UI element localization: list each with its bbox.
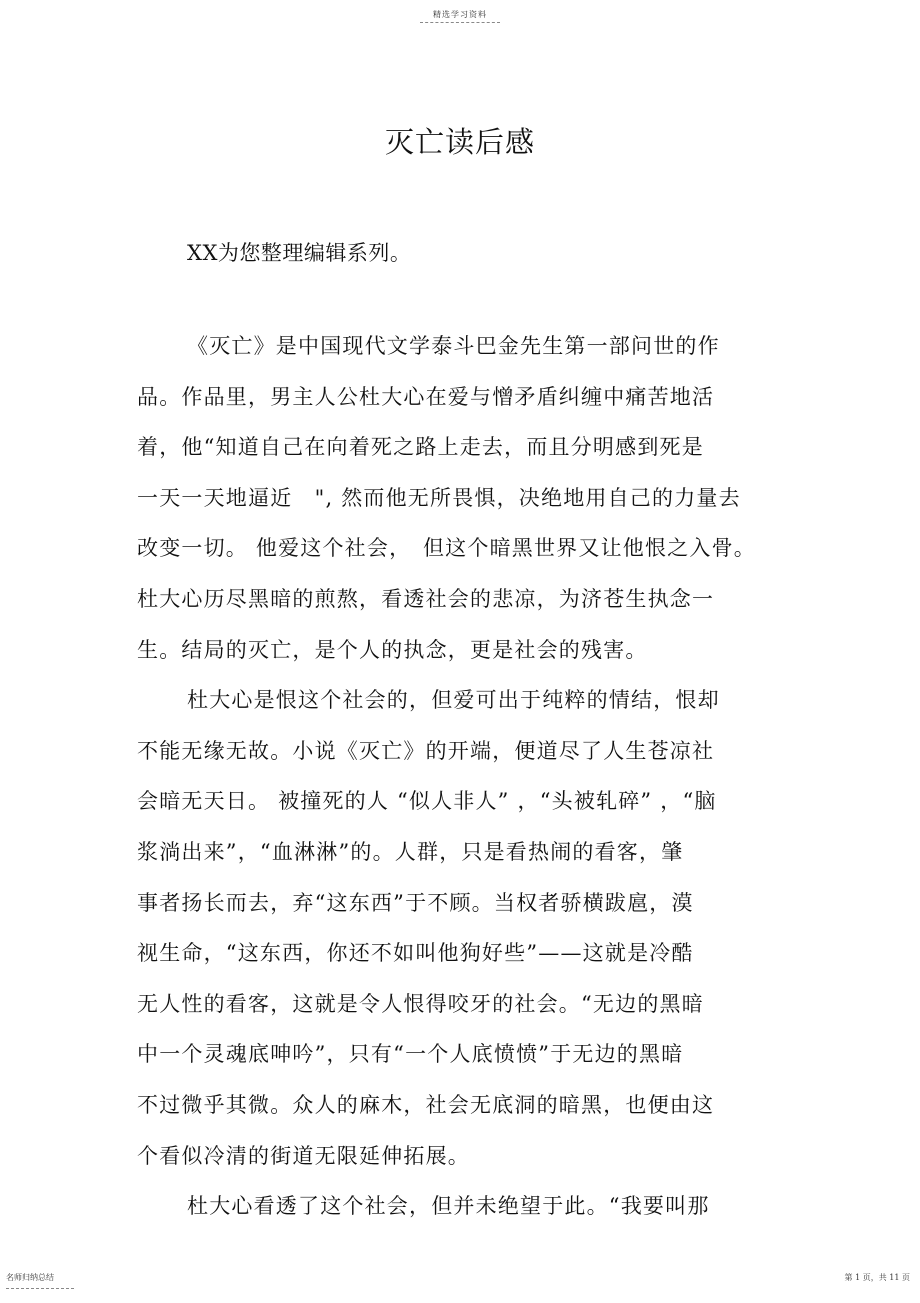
paragraph-line: 一天一天地逼近 ", 然而他无所畏惧，决绝地用自己的力量去	[137, 485, 741, 510]
paragraph-line: 事者扬长而去，弃“这东西”于不顾。当权者骄横跋扈，漠	[137, 890, 694, 915]
paragraph-line: 杜大心历尽黑暗的煎熬，看透社会的悲凉，为济苍生执念一	[137, 587, 715, 611]
footer-left-divider	[6, 1288, 74, 1289]
paragraph-line: 改变一切。 他爱这个社会， 但这个暗黑世界又让他恨之入骨。	[137, 536, 756, 561]
intro-line: XX为您整理编辑系列。	[187, 241, 412, 265]
page-header-divider	[420, 22, 500, 23]
paragraph-line: 会暗无天日。 被撞死的人 “似人非人” ，“头被轧碎” ，“脑	[137, 789, 717, 814]
paragraph-line: 视生命，“这东西，你还不如叫他狗好些”——这就是冷酷	[137, 941, 694, 966]
paragraph-line: 品。作品里，男主人公杜大心在爱与憎矛盾纠缠中痛苦地活	[137, 384, 715, 409]
paragraph-first-line: 杜大心看透了这个社会，但并未绝望于此。“我要叫那	[187, 1194, 710, 1219]
paragraph-line: 个看似冷清的街道无限延伸拓展。	[137, 1143, 470, 1168]
paragraph-line: 不能无缘无故。小说《灭亡》的开端，便道尽了人生苍凉社	[137, 738, 715, 763]
paragraph-line: 不过微乎其微。众人的麻木，社会无底洞的暗黑，也便由这	[137, 1093, 715, 1117]
page-header-label: 精选学习资料	[433, 10, 487, 19]
footer-left-label: 名师归纳总结	[6, 1273, 54, 1282]
page-number: 第 1 页，共 11 页	[844, 1273, 910, 1282]
paragraph-line: 中一个灵魂底呻吟”，只有“一个人底愤愤”于无边的黑暗	[137, 1042, 684, 1067]
paragraph-first-line: 杜大心是恨这个社会的，但爱可出于纯粹的情结，恨却	[187, 688, 720, 713]
paragraph-line: 着，他“知道自己在向着死之路上走去，而且分明感到死是	[137, 435, 704, 460]
document-title: 灭亡读后感	[384, 125, 535, 159]
paragraph-line: 生。结局的灭亡，是个人的执念，更是社会的残害。	[137, 637, 648, 662]
paragraph-line: 无人性的看客，这就是令人恨得咬牙的社会。“无边的黑暗	[137, 991, 704, 1016]
paragraph-line: 浆淌出来”，“血淋淋”的。人群，只是看热闹的看客，肇	[137, 840, 684, 864]
paragraph-first-line: 《灭亡》是中国现代文学泰斗巴金先生第一部问世的作	[187, 334, 720, 358]
